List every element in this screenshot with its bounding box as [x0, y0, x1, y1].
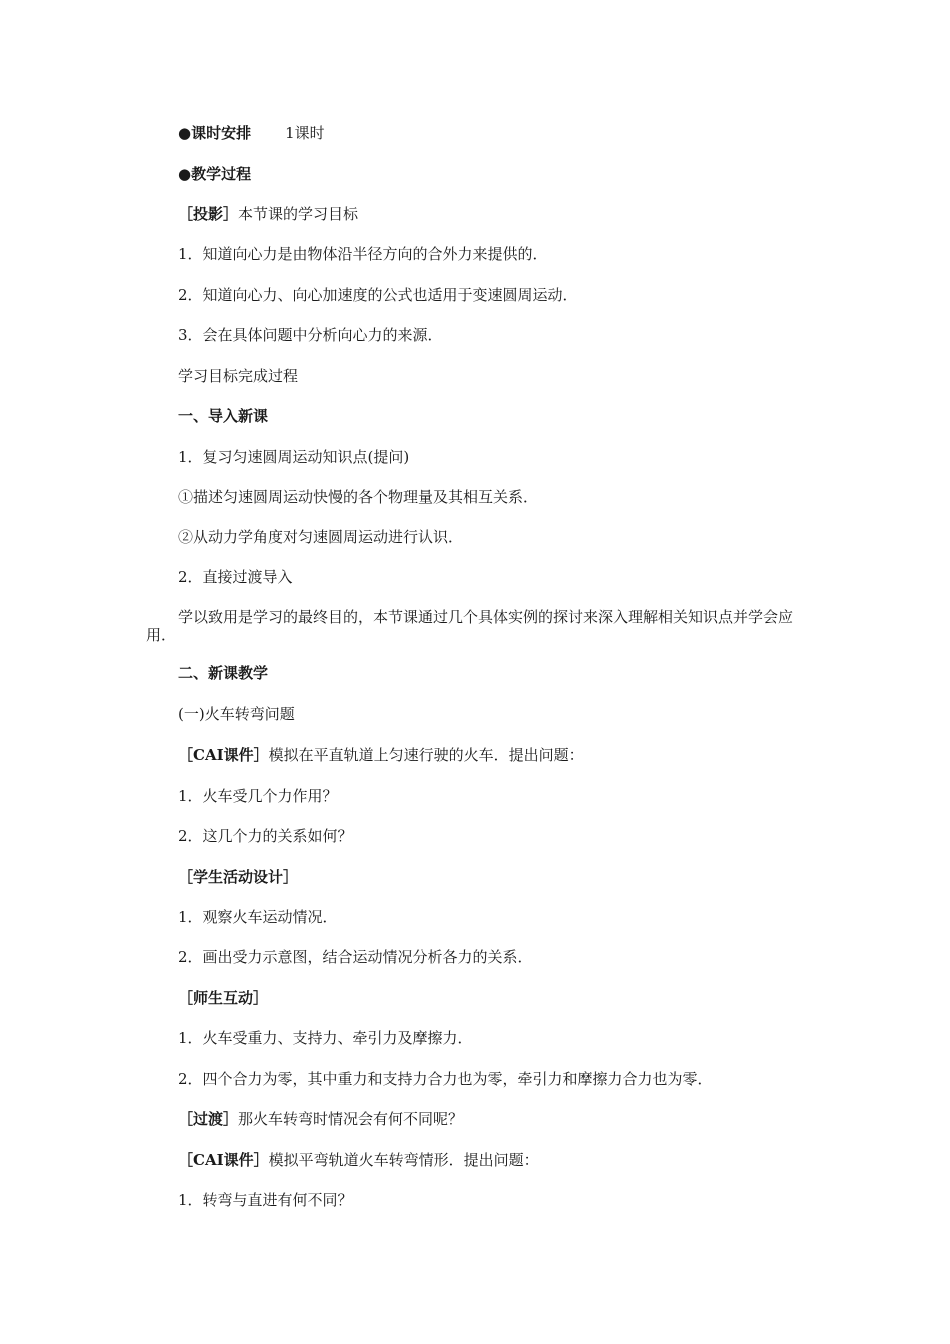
- question-item: 1．火车受几个力作用？: [178, 787, 338, 805]
- lesson-hours-label: ●课时安排: [178, 124, 252, 142]
- objective-item: 1．知道向心力是由物体沿半径方向的合外力来提供的．: [178, 245, 548, 263]
- cai-tag: ［CAI课件］: [178, 746, 269, 764]
- section1-line: ②从动力学角度对匀速圆周运动进行认识．: [178, 528, 464, 546]
- cai1-text: 模拟在平直轨道上匀速行驶的火车．提出问题：: [268, 746, 584, 764]
- objectives-title-line: [178, 204, 358, 224]
- transition-tag: ［过渡］: [178, 1110, 239, 1128]
- section1-line: ①描述匀速圆周运动快慢的各个物理量及其相互关系．: [178, 488, 539, 506]
- objective-item: 3．会在具体问题中分析向心力的来源．: [178, 326, 443, 344]
- cai-tag: ［CAI课件］: [178, 1151, 269, 1169]
- question-item: 2．这几个力的关系如何？: [178, 827, 353, 845]
- interaction-tag: ［师生互动］: [178, 989, 269, 1007]
- lesson-hours-line: [178, 123, 325, 143]
- cai2-item: 1．转弯与直进有何不同？: [178, 1191, 353, 1209]
- section1-paragraph: 学以致用是学习的最终目的，本节课通过几个具体实例的探讨来深入理解相关知识点并学会应用．: [146, 608, 794, 644]
- cai2-text: 模拟平弯轨道火车转弯情形．提出问题：: [268, 1151, 539, 1169]
- interaction-item: 2．四个合力为零，其中重力和支持力合力也为零，牵引力和摩擦力合力也为零．: [178, 1070, 713, 1088]
- objectives-process-title: 学习目标完成过程: [178, 367, 299, 385]
- cai2-line: [178, 1150, 539, 1170]
- projection-tag: ［投影］: [178, 205, 239, 223]
- interaction-item: 1．火车受重力、支持力、牵引力及摩擦力．: [178, 1029, 473, 1047]
- student-activity-item: 1．观察火车运动情况．: [178, 908, 338, 926]
- transition-text: 那火车转弯时情况会有何不同呢？: [238, 1110, 464, 1128]
- transition-line: [178, 1109, 463, 1129]
- section1-line: 2．直接过渡导入: [178, 568, 293, 586]
- objective-item: 2．知道向心力、向心加速度的公式也适用于变速圆周运动．: [178, 286, 578, 304]
- section1-line: 1．复习匀速圆周运动知识点(提问): [178, 448, 410, 466]
- section2-heading: 二、新课教学: [178, 664, 269, 682]
- student-activity-tag: ［学生活动设计］: [178, 868, 299, 886]
- student-activity-item: 2．画出受力示意图，结合运动情况分析各力的关系．: [178, 948, 533, 966]
- lesson-hours-value: 1课时: [285, 124, 325, 142]
- teaching-process-label: ●教学过程: [178, 165, 252, 183]
- cai1-line: [178, 745, 584, 765]
- section2-subheading: (一)火车转弯问题: [178, 705, 295, 723]
- objectives-title: 本节课的学习目标: [238, 205, 359, 223]
- section1-heading: 一、导入新课: [178, 407, 269, 425]
